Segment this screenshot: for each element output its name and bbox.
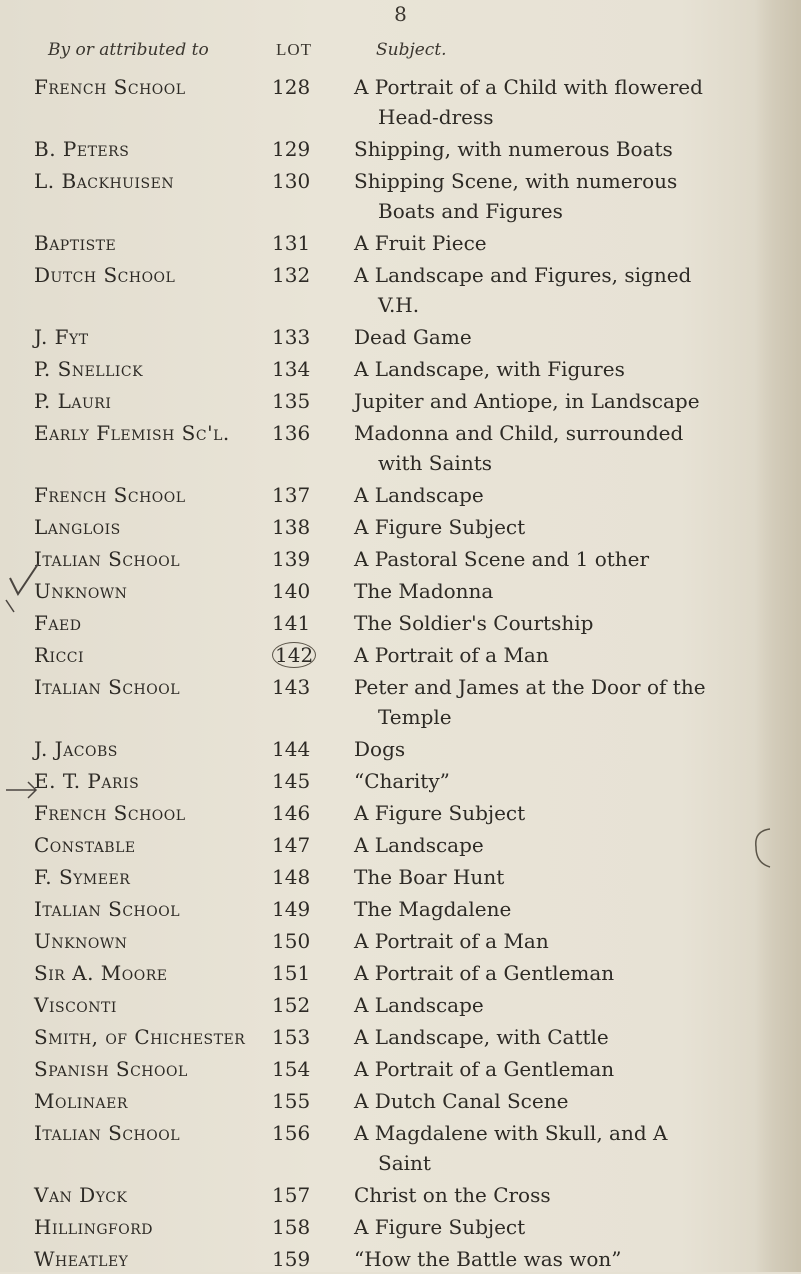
lot-number-text: 130	[272, 169, 311, 193]
lot-number	[272, 1086, 322, 1116]
lot-number-text: 128	[272, 75, 311, 99]
subject-text: The Soldier's Courtship	[354, 611, 594, 635]
lot-number-text: 157	[272, 1183, 311, 1207]
artist-name: J. Jacobs	[34, 737, 118, 761]
subject	[354, 72, 734, 132]
subject	[354, 228, 734, 258]
subject-text: A Figure Subject	[354, 801, 526, 825]
artist-name: French School	[34, 801, 186, 825]
artist-name: French School	[34, 75, 186, 99]
subject	[354, 608, 734, 638]
lot-number	[272, 228, 322, 258]
lot-number-text: 142	[272, 642, 316, 668]
lot-number	[272, 734, 322, 764]
lot-entry	[0, 322, 760, 352]
artist-name: L. Backhuisen	[34, 169, 175, 193]
lot-entry	[0, 640, 760, 670]
subject	[354, 1118, 734, 1178]
lot-number	[272, 862, 322, 892]
artist-name: Baptiste	[34, 231, 117, 255]
subject-text: A Landscape, with Figures	[354, 357, 625, 381]
lot-number	[272, 894, 322, 924]
artist-name: Dutch School	[34, 263, 176, 287]
lot-number	[272, 1180, 322, 1210]
lot-number	[272, 322, 322, 352]
lot-entry	[0, 830, 760, 860]
subject	[354, 322, 734, 352]
lot-entry	[0, 798, 760, 828]
lot-number-text: 143	[272, 675, 311, 699]
artist-name: E. T. Paris	[34, 769, 140, 793]
artist-name: Visconti	[34, 993, 117, 1017]
subject-continuation: with Saints	[378, 451, 492, 475]
subject-text: The Boar Hunt	[354, 865, 505, 889]
header-lot: LOT	[276, 40, 313, 59]
lot-number	[272, 990, 322, 1020]
lot-number	[272, 1022, 322, 1052]
lot-entry	[0, 418, 760, 478]
lot-entry	[0, 1244, 760, 1274]
subject-text: “Charity”	[354, 769, 450, 793]
lot-entry	[0, 228, 760, 258]
lot-entry	[0, 990, 760, 1020]
lot-entry	[0, 260, 760, 320]
lot-number-text: 149	[272, 897, 311, 921]
subject-text: A Figure Subject	[354, 1215, 526, 1239]
lot-number	[272, 798, 322, 828]
lot-number-text: 138	[272, 515, 311, 539]
lot-number	[272, 926, 322, 956]
lot-entry	[0, 480, 760, 510]
artist-name: Ricci	[34, 643, 85, 667]
subject-text: A Portrait of a Man	[354, 929, 549, 953]
artist-name: Wheatley	[34, 1247, 129, 1271]
lot-number-text: 134	[272, 357, 311, 381]
artist-name: Langlois	[34, 515, 121, 539]
lot-number	[272, 576, 322, 606]
header-subject: Subject.	[376, 40, 447, 60]
lot-number	[272, 480, 322, 510]
subject	[354, 766, 734, 796]
lot-number-text: 137	[272, 483, 311, 507]
subject	[354, 480, 734, 510]
subject	[354, 672, 734, 732]
lot-number	[272, 958, 322, 988]
lot-number-text: 129	[272, 137, 311, 161]
subject-text: A Portrait of a Gentleman	[354, 1057, 615, 1081]
subject	[354, 1180, 734, 1210]
pencil-arrow-icon	[2, 770, 42, 810]
artist-name: Spanish School	[34, 1057, 188, 1081]
lot-entry	[0, 1118, 760, 1178]
subject	[354, 830, 734, 860]
subject	[354, 1054, 734, 1084]
pencil-bracket-icon	[748, 823, 778, 873]
lot-number	[272, 418, 322, 448]
lot-number-text: 152	[272, 993, 311, 1017]
subject-text: A Landscape	[354, 833, 484, 857]
subject	[354, 958, 734, 988]
artist-name: Sir A. Moore	[34, 961, 168, 985]
lot-entry	[0, 862, 760, 892]
lot-number	[272, 766, 322, 796]
lot-entry	[0, 608, 760, 638]
subject-text: “How the Battle was won”	[354, 1247, 622, 1271]
subject-text: Christ on the Cross	[354, 1183, 551, 1207]
artist-name: Smith, of Chichester	[34, 1025, 246, 1049]
lot-number	[272, 1212, 322, 1242]
lot-entry	[0, 1022, 760, 1052]
subject	[354, 894, 734, 924]
subject-text: A Portrait of a Man	[354, 643, 549, 667]
subject-text: A Pastoral Scene and 1 other	[354, 547, 650, 571]
lot-number-text: 154	[272, 1057, 311, 1081]
lot-entry	[0, 166, 760, 226]
lot-number	[272, 72, 322, 102]
lot-entry	[0, 1180, 760, 1210]
subject	[354, 1212, 734, 1242]
subject-text: A Landscape and Figures, signed	[354, 263, 692, 287]
lot-number-text: 159	[272, 1247, 311, 1271]
subject-continuation: Head-dress	[378, 105, 494, 129]
lot-number-text: 158	[272, 1215, 311, 1239]
subject-text: Jupiter and Antiope, in Landscape	[354, 389, 700, 413]
lot-number	[272, 260, 322, 290]
lot-entry	[0, 734, 760, 764]
lot-number-text: 141	[272, 611, 311, 635]
subject-text: Peter and James at the Door of the	[354, 675, 706, 699]
lot-number	[272, 354, 322, 384]
subject-text: A Landscape	[354, 993, 484, 1017]
artist-name: F. Symeer	[34, 865, 131, 889]
lot-entry	[0, 672, 760, 732]
subject	[354, 260, 734, 320]
subject-text: A Fruit Piece	[354, 231, 487, 255]
subject	[354, 1244, 734, 1274]
subject	[354, 1022, 734, 1052]
artist-name: Van Dyck	[34, 1183, 128, 1207]
subject-continuation: Temple	[378, 705, 452, 729]
artist-name: Constable	[34, 833, 136, 857]
subject	[354, 134, 734, 164]
lot-entry	[0, 926, 760, 956]
lot-entry	[0, 766, 760, 796]
subject	[354, 166, 734, 226]
page-number: 8	[394, 2, 407, 26]
lot-entry	[0, 958, 760, 988]
lot-number	[272, 512, 322, 542]
lot-number	[272, 386, 322, 416]
artist-name: Italian School	[34, 547, 181, 571]
lot-entry	[0, 544, 760, 574]
subject	[354, 640, 734, 670]
subject-text: A Portrait of a Gentleman	[354, 961, 615, 985]
lot-entry	[0, 576, 760, 606]
lot-entry	[0, 72, 760, 132]
lot-entry	[0, 386, 760, 416]
artist-name: French School	[34, 483, 186, 507]
subject-text: A Magdalene with Skull, and A	[354, 1121, 668, 1145]
subject-text: A Dutch Canal Scene	[354, 1089, 569, 1113]
lot-number-text: 144	[272, 737, 311, 761]
lot-number-text: 131	[272, 231, 311, 255]
subject	[354, 544, 734, 574]
subject-text: A Landscape	[354, 483, 484, 507]
lot-number	[272, 672, 322, 702]
lot-number-text: 136	[272, 421, 311, 445]
subject	[354, 862, 734, 892]
lot-number	[272, 134, 322, 164]
lot-number-text: 151	[272, 961, 311, 985]
lot-number-text: 147	[272, 833, 311, 857]
lot-entry	[0, 1086, 760, 1116]
lot-number-text: 148	[272, 865, 311, 889]
subject-text: Dead Game	[354, 325, 472, 349]
subject-text: A Portrait of a Child with flowered	[354, 75, 703, 99]
subject	[354, 926, 734, 956]
lot-number-text: 132	[272, 263, 311, 287]
artist-name: Faed	[34, 611, 82, 635]
lot-entry	[0, 512, 760, 542]
subject	[354, 734, 734, 764]
lot-number	[272, 1054, 322, 1084]
lot-number-text: 146	[272, 801, 311, 825]
lot-number	[272, 830, 322, 860]
subject-text: A Figure Subject	[354, 515, 526, 539]
lot-entry	[0, 1054, 760, 1084]
lot-number-text: 145	[272, 769, 311, 793]
lot-number	[272, 166, 322, 196]
subject-text: Madonna and Child, surrounded	[354, 421, 684, 445]
lot-number-text: 153	[272, 1025, 311, 1049]
lot-entry	[0, 894, 760, 924]
lot-number-text: 139	[272, 547, 311, 571]
artist-name: Unknown	[34, 929, 128, 953]
lot-number	[272, 1244, 322, 1274]
artist-name: P. Lauri	[34, 389, 112, 413]
subject	[354, 354, 734, 384]
lot-number-text: 140	[272, 579, 311, 603]
page-edge-shadow	[755, 0, 801, 1272]
lot-number	[272, 608, 322, 638]
subject	[354, 1086, 734, 1116]
subject-text: The Madonna	[354, 579, 494, 603]
lot-number-text: 135	[272, 389, 311, 413]
artist-name: Italian School	[34, 1121, 181, 1145]
subject	[354, 798, 734, 828]
artist-name: J. Fyt	[34, 325, 89, 349]
subject	[354, 576, 734, 606]
header-artist: By or attributed to	[48, 40, 209, 60]
lot-entry	[0, 1212, 760, 1242]
lot-number	[272, 640, 322, 670]
artist-name: Unknown	[34, 579, 128, 603]
artist-name: Hillingford	[34, 1215, 153, 1239]
subject	[354, 386, 734, 416]
lot-entry	[0, 354, 760, 384]
subject	[354, 418, 734, 478]
subject-text: A Landscape, with Cattle	[354, 1025, 609, 1049]
lot-number	[272, 544, 322, 574]
subject-text: The Magdalene	[354, 897, 512, 921]
subject	[354, 512, 734, 542]
lot-number-text: 133	[272, 325, 311, 349]
subject-text: Shipping, with numerous Boats	[354, 137, 673, 161]
lot-number-text: 156	[272, 1121, 311, 1145]
pencil-tick-icon	[4, 560, 44, 620]
artist-name: Italian School	[34, 897, 181, 921]
subject-continuation: Saint	[378, 1151, 431, 1175]
subject-text: Dogs	[354, 737, 406, 761]
artist-name: Early Flemish Sc'l.	[34, 421, 230, 445]
subject-text: Shipping Scene, with numerous	[354, 169, 678, 193]
subject-continuation: Boats and Figures	[378, 199, 563, 223]
lot-entry	[0, 134, 760, 164]
artist-name: B. Peters	[34, 137, 130, 161]
subject	[354, 990, 734, 1020]
lot-number-text: 155	[272, 1089, 311, 1113]
artist-name: Italian School	[34, 675, 181, 699]
artist-name: Molinaer	[34, 1089, 128, 1113]
subject-continuation: V.H.	[378, 293, 420, 317]
artist-name: P. Snellick	[34, 357, 144, 381]
lot-number-text: 150	[272, 929, 311, 953]
lot-number	[272, 1118, 322, 1148]
